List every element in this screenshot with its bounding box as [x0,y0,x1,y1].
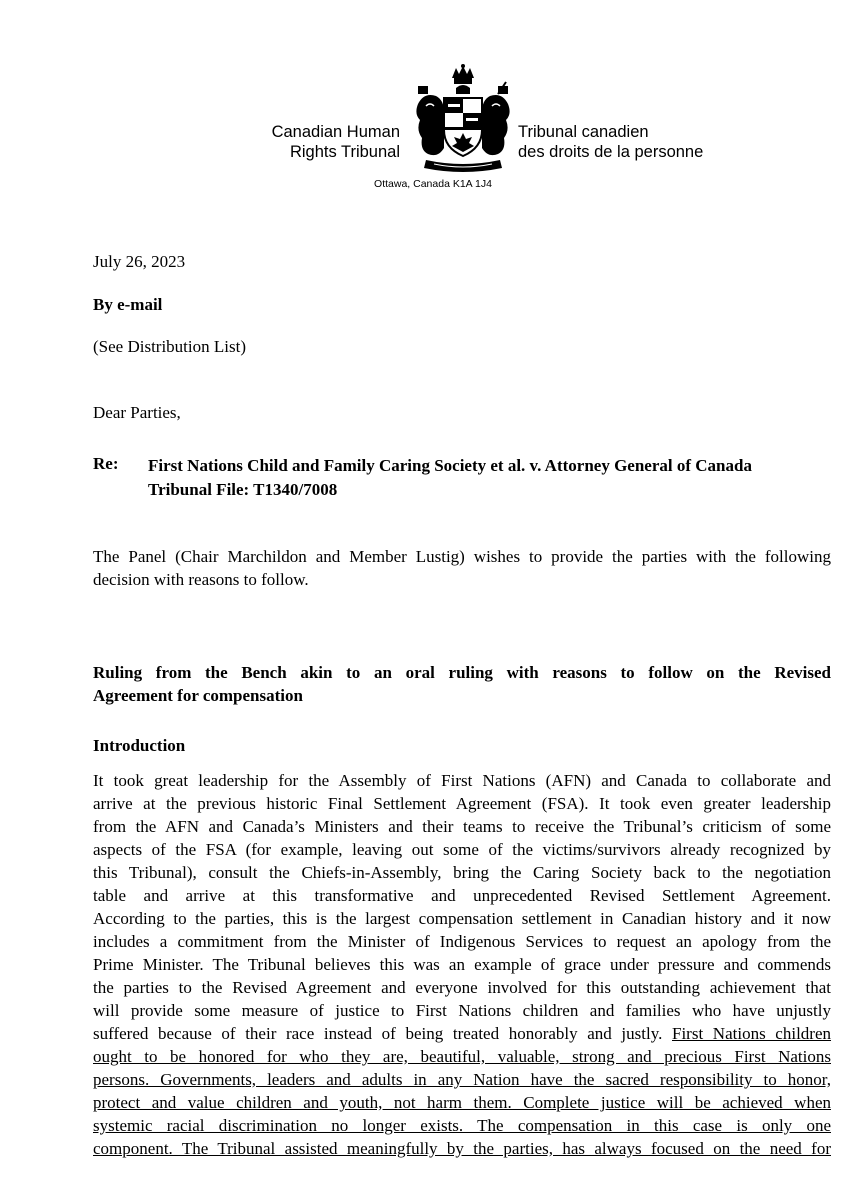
body-line: from the AFN and Canada’s Ministers and their teams to receive the Tribunal’s criticism of some [93,817,831,836]
tribunal-name-french [518,122,703,162]
tribunal-name-french-line1: Tribunal canadien [518,123,649,141]
body-line-plain-part: suffered because of their race instead of being treated honorably and justly. [93,1024,663,1043]
intro-line: The Panel (Chair Marchildon and Member Lustig) wishes to provide the parties with the following [93,547,831,566]
body-line: table and arrive at this transformative and unprecedented Revised Settlement Agreement. [93,886,831,905]
tribunal-name-english-line1: Canadian Human [271,123,400,141]
section-heading-introduction: Introduction [93,736,186,755]
re-file-number: Tribunal File: T1340/7008 [148,480,338,499]
underlined-line: ought to be honored for who they are, beautiful, valuable, strong and precious First Nations [93,1047,831,1066]
re-label: Re: [93,454,119,473]
body-line: arrive at the previous historic Final Settlement Agreement (FSA). It took even greater leadership [93,794,831,813]
canada-coat-of-arms-icon [414,64,512,176]
delivery-method: By e-mail [93,295,163,314]
re-subject [148,454,752,502]
ruling-heading-line: Ruling from the Bench akin to an oral ruling with reasons to follow on the Revised [93,663,831,682]
tribunal-address: Ottawa, Canada K1A 1J4 [374,178,492,190]
underlined-line: persons. Governments, leaders and adults in any Nation have the sacred responsibility to honor, [93,1070,831,1089]
distribution-note: (See Distribution List) [93,337,246,356]
body-line: this Tribunal), consult the Chiefs-in-Assembly, bring the Caring Society back to the negotiation [93,863,831,882]
underlined-line: systemic racial discrimination no longer exists. The compensation in this case is only one [93,1116,831,1135]
ruling-heading [93,661,831,707]
introduction-paragraph [93,769,831,1160]
re-case-name: First Nations Child and Family Caring Society et al. v. Attorney General of Canada [148,456,752,475]
intro-line: decision with reasons to follow. [93,570,309,589]
tribunal-name-french-line2: des droits de la personne [518,143,704,161]
underlined-text: First Nations children [672,1024,832,1043]
intro-paragraph [93,545,831,591]
tribunal-name-english-line2: Rights Tribunal [289,143,400,161]
body-line: aspects of the FSA (for example, leaving out some of the victims/survivors already recognized by [93,840,831,859]
body-line: includes a commitment from the Minister of Indigenous Services to request an apology from the [93,932,831,951]
ruling-heading-line: Agreement for compensation [93,686,303,705]
letter-date: July 26, 2023 [93,252,186,271]
body-line: According to the parties, this is the largest compensation settlement in Canadian history and it now [93,909,831,928]
body-line: the parties to the Revised Agreement and everyone involved for this outstanding achievement that [93,978,831,997]
underlined-line: protect and value children and youth, not harm them. Complete justice will be achieved when [93,1093,831,1112]
body-line: will provide some measure of justice to First Nations children and families who have unjustly [93,1001,831,1020]
underlined-line: component. The Tribunal assisted meaningfully by the parties, has always focused on the need for [93,1139,831,1158]
body-line: It took great leadership for the Assembly of First Nations (AFN) and Canada to collaborate and [93,771,831,790]
body-line-mixed [93,1022,831,1045]
body-line: Prime Minister. The Tribunal believes this was an example of grace under pressure and commends [93,955,831,974]
salutation: Dear Parties, [93,403,181,422]
tribunal-name-english [272,122,400,162]
